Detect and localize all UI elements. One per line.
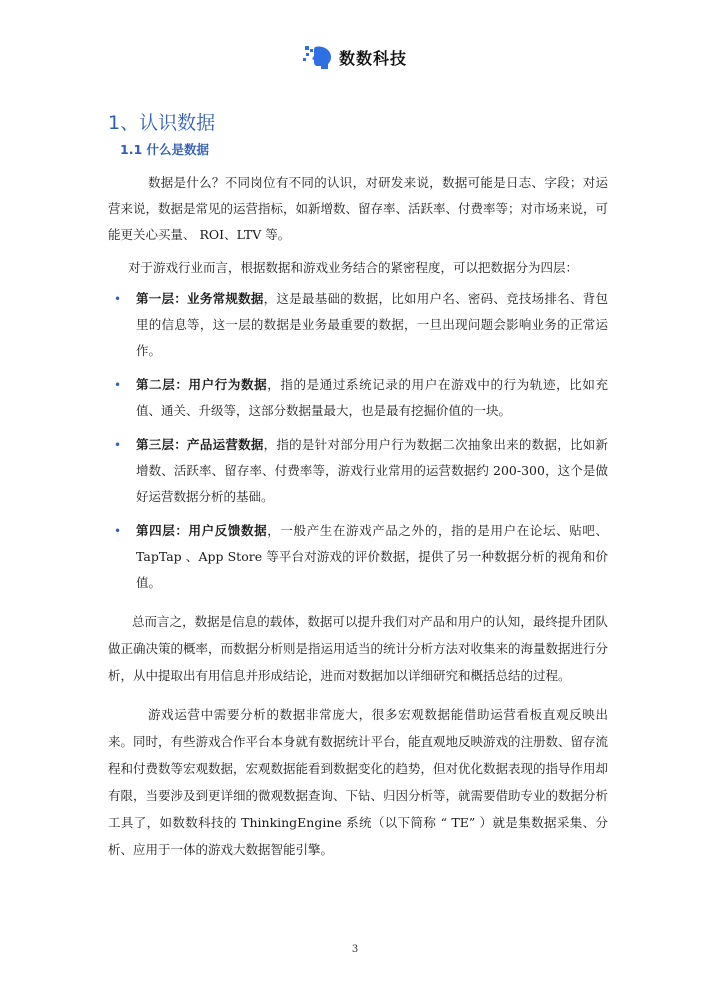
layer-label: 第四层：用户反馈数据 <box>136 523 268 538</box>
layer-label: 第二层：用户行为数据 <box>136 377 268 392</box>
lead-paragraph: 对于游戏行业而言，根据数据和游戏业务结合的紧密程度，可以把数据分为四层： <box>128 260 579 275</box>
document-body <box>108 108 608 863</box>
layer-item-4 <box>108 518 608 596</box>
layer-label: 第一层：业务常规数据 <box>136 291 264 306</box>
brain-pixel-logo-icon <box>303 44 333 70</box>
bullet-icon: • <box>114 438 122 452</box>
layer-item-2 <box>108 372 608 424</box>
ops-paragraph: 游戏运营中需要分析的数据非常庞大，很多宏观数据能借助运营看板直观反映出来。同时，有些游戏合作平台本身就有数据统计平台，能直观地反映游戏的注册数、留存流程和付费数等宏观数据，宏观数据能看到数据变化的趋势，但对优化数据表现的指导作用却有限，当要涉及到更详细的微观数据查询、下钻、归因分析等，就需要借助专业的数据分析工具了，如数数科技的 ThinkingEngine 系统（以下简称 “ TE” ）就是集数据采集、分析、应用于一体的游戏大数据智能引擎。 <box>108 707 609 857</box>
layer-item-3 <box>108 432 608 510</box>
page-number: 3 <box>351 944 359 955</box>
bullet-icon: • <box>114 378 122 392</box>
page-header <box>0 40 710 74</box>
brand-name: 数数科技 <box>338 48 407 68</box>
bullet-icon: • <box>114 524 122 538</box>
bullet-icon: • <box>114 292 122 306</box>
intro-paragraph: 数据是什么？不同岗位有不同的认识，对研发来说，数据可能是日志、字段；对运营来说，数据是常见的运营指标，如新增数、留存率、活跃率、付费率等；对市场来说，可能更关心买量、 ROI、LTV 等。 <box>108 175 609 242</box>
layer-text: ，指的是针对部分用户行为数据二次抽象出来的数据，比如新增数、活跃率、留存率、付费率等，游戏行业常用的运营数据约 200-300，这个是做好运营数据分析的基础。 <box>136 437 608 504</box>
layer-label: 第三层：产品运营数据 <box>136 437 264 452</box>
layer-text: ，这是最基础的数据，比如用户名、密码、竞技场排名、背包里的信息等，这一层的数据是业务最重要的数据，一旦出现问题会影响业务的正常运作。 <box>136 291 608 358</box>
subsection-title: 1.1 什么是数据 <box>120 142 209 157</box>
section-title: 1、认识数据 <box>108 112 216 134</box>
layer-text: ，一般产生在游戏产品之外的，指的是用户在论坛、贴吧、TapTap 、App Store 等平台对游戏的评价数据，提供了另一种数据分析的视角和价值。 <box>136 523 608 590</box>
summary-paragraph: 总而言之，数据是信息的载体，数据可以提升我们对产品和用户的认知，最终提升团队做正确决策的概率，而数据分析则是指运用适当的统计分析方法对收集来的海量数据进行分析，从中提取出有用信息并形成结论，进而对数据加以详细研究和概括总结的过程。 <box>108 614 609 683</box>
layer-text: ，指的是通过系统记录的用户在游戏中的行为轨迹，比如充值、通关、升级等，这部分数据量最大，也是最有挖掘价值的一块。 <box>136 377 608 418</box>
layer-item-1 <box>108 286 608 364</box>
